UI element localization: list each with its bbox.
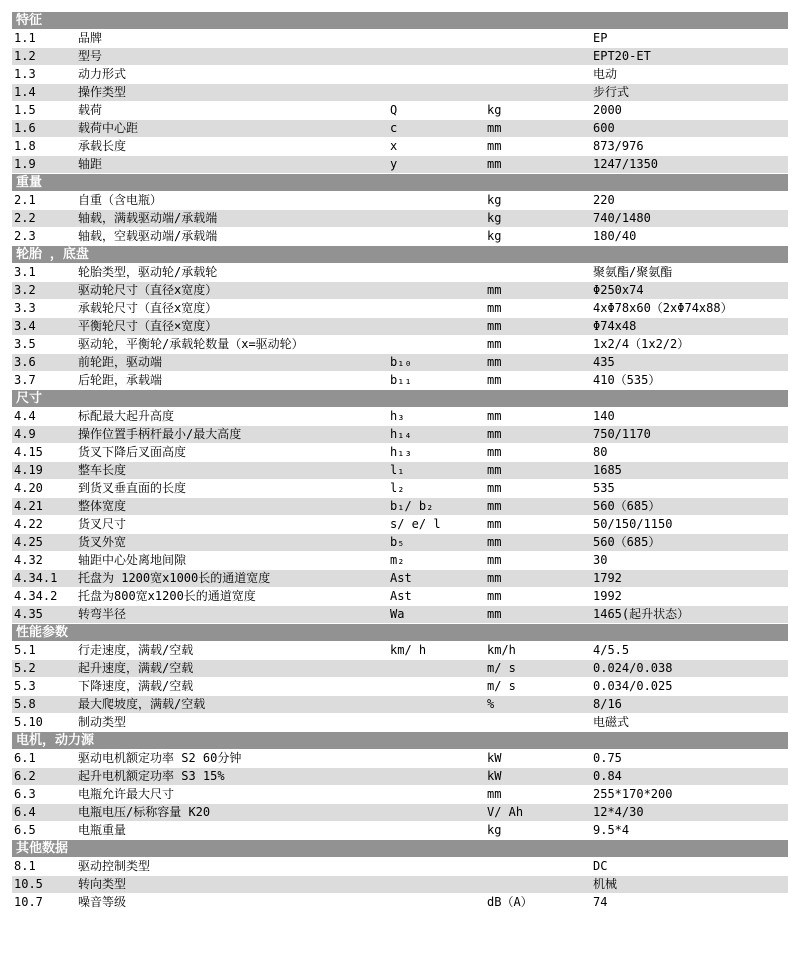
cell-label: 后轮距，承载端 [78,373,163,387]
cell-unit: mm [487,319,502,333]
cell-value: Φ74x48 [593,319,637,333]
cell-label: 动力形式 [78,67,127,81]
cell-label: 轴距 [78,157,103,171]
cell-unit: dB（A） [487,895,533,909]
cell-symbol: y [390,157,398,171]
cell-unit: mm [487,499,502,513]
cell-no: 1.4 [14,85,36,99]
table-row [12,570,788,588]
cell-label: 前轮距，驱动端 [78,355,163,369]
cell-no: 1.8 [14,139,36,153]
cell-no: 4.20 [14,481,43,495]
table-row [12,642,788,660]
table-row [12,516,788,534]
cell-symbol: h₁₄ [390,427,412,441]
cell-no: 8.1 [14,859,36,873]
table-row [12,264,788,282]
cell-value: Φ250x74 [593,283,644,297]
cell-unit: mm [487,607,502,621]
cell-label: 托盘为 1200宽x1000长的通道宽度 [78,571,271,585]
table-row [12,480,788,498]
cell-no: 4.34.1 [14,571,58,585]
cell-value: 50/150/1150 [593,517,673,531]
cell-value: EP [593,31,608,45]
cell-symbol: l₂ [390,481,405,495]
cell-value: 74 [593,895,608,909]
cell-value: 740/1480 [593,211,651,225]
cell-label: 电瓶电压/标称容量 K20 [78,805,211,819]
cell-no: 3.1 [14,265,36,279]
cell-symbol: Q [390,103,398,117]
cell-unit: mm [487,121,502,135]
cell-no: 1.5 [14,103,36,117]
cell-label: 电瓶重量 [78,823,127,837]
cell-unit: m/ s [487,661,516,675]
cell-label: 品牌 [78,31,103,45]
cell-label: 载荷 [78,103,103,117]
cell-no: 1.9 [14,157,36,171]
cell-value: 4xΦ78x60（2xΦ74x88） [593,301,733,315]
cell-value: EPT20-ET [593,49,651,63]
cell-value: 535 [593,481,615,495]
cell-label: 载荷中心距 [78,121,139,135]
table-row [12,84,788,102]
cell-no: 10.5 [14,877,43,891]
cell-symbol: s/ e/ l [390,517,441,531]
cell-no: 6.1 [14,751,36,765]
cell-symbol: km/ h [390,643,427,657]
cell-unit: kg [487,193,502,207]
table-row [12,462,788,480]
cell-unit: mm [487,481,502,495]
cell-value: 步行式 [593,85,630,99]
cell-label: 驱动轮尺寸（直径x宽度） [78,283,218,297]
cell-symbol: b₅ [390,535,405,549]
table-row [12,138,788,156]
cell-no: 6.5 [14,823,36,837]
cell-symbol: x [390,139,398,153]
cell-value: 1685 [593,463,622,477]
table-row [12,714,788,732]
cell-label: 下降速度，满载/空载 [78,679,194,693]
cell-label: 轮胎类型，驱动轮/承载轮 [78,265,218,279]
cell-unit: mm [487,463,502,477]
cell-value: 1247/1350 [593,157,659,171]
section-header: 轮胎 ，底盘 [12,246,788,264]
cell-unit: m/ s [487,679,516,693]
section-header: 重量 [12,174,788,192]
cell-label: 电瓶允许最大尺寸 [78,787,175,801]
cell-value: 聚氨酯/聚氨酯 [593,265,673,279]
table-row [12,606,788,624]
cell-label: 轴距中心处离地间隙 [78,553,187,567]
cell-unit: mm [487,445,502,459]
cell-no: 4.4 [14,409,36,423]
cell-label: 行走速度，满载/空载 [78,643,194,657]
cell-label: 操作位置手柄杆最小/最大高度 [78,427,242,441]
cell-value: 410（535） [593,373,661,387]
cell-no: 5.2 [14,661,36,675]
cell-symbol: Ast [390,589,412,603]
cell-no: 4.9 [14,427,36,441]
cell-label: 平衡轮尺寸（直径×宽度） [78,319,218,333]
cell-label: 起升电机额定功率 S3 15% [78,769,225,783]
cell-no: 4.21 [14,499,43,513]
cell-unit: mm [487,409,502,423]
cell-value: 80 [593,445,608,459]
cell-symbol: b₁/ b₂ [390,499,434,513]
cell-label: 货叉外宽 [78,535,127,549]
cell-symbol: b₁₀ [390,355,412,369]
section-header: 性能参数 [12,624,788,642]
table-row [12,102,788,120]
cell-no: 6.3 [14,787,36,801]
cell-value: DC [593,859,608,873]
cell-label: 自重（含电瓶） [78,193,163,207]
cell-value: 1792 [593,571,622,585]
cell-no: 6.2 [14,769,36,783]
cell-no: 5.8 [14,697,36,711]
cell-symbol: m₂ [390,553,405,567]
cell-value: 0.75 [593,751,622,765]
cell-no: 4.22 [14,517,43,531]
cell-label: 型号 [78,49,103,63]
cell-no: 2.3 [14,229,36,243]
cell-value: 255*170*200 [593,787,673,801]
cell-value: 1x2/4（1x2/2） [593,337,690,351]
cell-no: 10.7 [14,895,43,909]
cell-value: 电磁式 [593,715,630,729]
table-row [12,120,788,138]
cell-unit: mm [487,139,502,153]
cell-no: 3.6 [14,355,36,369]
cell-label: 货叉尺寸 [78,517,127,531]
cell-no: 1.2 [14,49,36,63]
section-header: 其他数据 [12,840,788,858]
cell-no: 4.32 [14,553,43,567]
cell-label: 轴载，满载驱动端/承载端 [78,211,218,225]
cell-value: 0.024/0.038 [593,661,673,675]
table-row [12,192,788,210]
cell-value: 435 [593,355,615,369]
cell-label: 托盘为800宽x1200长的通道宽度 [78,589,256,603]
cell-label: 操作类型 [78,85,127,99]
table-row [12,282,788,300]
cell-symbol: l₁ [390,463,405,477]
cell-no: 3.7 [14,373,36,387]
cell-label: 整车长度 [78,463,127,477]
table-row [12,822,788,840]
cell-unit: mm [487,517,502,531]
cell-unit: mm [487,283,502,297]
cell-value: 8/16 [593,697,622,711]
cell-no: 4.34.2 [14,589,58,603]
table-row [12,678,788,696]
cell-no: 1.1 [14,31,36,45]
cell-symbol: h₁₃ [390,445,412,459]
cell-unit: kg [487,103,502,117]
cell-no: 4.15 [14,445,43,459]
cell-value: 电动 [593,67,618,81]
cell-unit: mm [487,373,502,387]
table-row [12,534,788,552]
cell-label: 到货叉垂直面的长度 [78,481,187,495]
cell-label: 轴载，空载驱动端/承载端 [78,229,218,243]
table-row [12,318,788,336]
cell-value: 1992 [593,589,622,603]
table-row [12,894,788,912]
cell-symbol: b₁₁ [390,373,412,387]
table-row [12,300,788,318]
table-row [12,372,788,390]
table-row [12,588,788,606]
section-header: 电机，动力源 [12,732,788,750]
cell-label: 最大爬坡度，满载/空载 [78,697,206,711]
cell-unit: mm [487,571,502,585]
cell-no: 4.19 [14,463,43,477]
cell-label: 噪音等级 [78,895,127,909]
cell-no: 5.3 [14,679,36,693]
cell-label: 标配最大起升高度 [78,409,175,423]
cell-value: 1465(起升状态） [593,607,690,621]
table-row [12,48,788,66]
cell-value: 873/976 [593,139,644,153]
cell-no: 2.2 [14,211,36,225]
cell-unit: mm [487,301,502,315]
table-row [12,768,788,786]
cell-unit: V/ Ah [487,805,524,819]
cell-value: 560（685） [593,499,661,513]
table-row [12,876,788,894]
cell-unit: kW [487,769,502,783]
cell-symbol: c [390,121,398,135]
cell-value: 0.034/0.025 [593,679,673,693]
cell-unit: mm [487,337,502,351]
cell-no: 3.5 [14,337,36,351]
cell-label: 货叉下降后叉面高度 [78,445,187,459]
cell-no: 6.4 [14,805,36,819]
table-row [12,210,788,228]
cell-no: 2.1 [14,193,36,207]
cell-label: 整体宽度 [78,499,127,513]
cell-unit: kg [487,229,502,243]
cell-unit: mm [487,535,502,549]
cell-value: 机械 [593,877,618,891]
cell-symbol: h₃ [390,409,405,423]
table-row [12,786,788,804]
cell-unit: mm [487,355,502,369]
cell-label: 转向类型 [78,877,127,891]
cell-value: 4/5.5 [593,643,630,657]
table-row [12,336,788,354]
spec-table [12,12,788,912]
cell-no: 5.1 [14,643,36,657]
section-header: 尺寸 [12,390,788,408]
cell-value: 12*4/30 [593,805,644,819]
cell-value: 180/40 [593,229,637,243]
cell-no: 4.25 [14,535,43,549]
cell-unit: kg [487,211,502,225]
cell-label: 承载长度 [78,139,127,153]
table-row [12,804,788,822]
cell-unit: kW [487,751,502,765]
cell-unit: mm [487,589,502,603]
cell-no: 4.35 [14,607,43,621]
cell-value: 220 [593,193,615,207]
cell-unit: mm [487,157,502,171]
cell-no: 1.3 [14,67,36,81]
table-row [12,498,788,516]
table-row [12,750,788,768]
cell-value: 30 [593,553,608,567]
cell-value: 600 [593,121,615,135]
cell-label: 驱动控制类型 [78,859,151,873]
cell-no: 3.3 [14,301,36,315]
cell-value: 560（685） [593,535,661,549]
table-row [12,444,788,462]
table-row [12,30,788,48]
table-row [12,228,788,246]
cell-no: 5.10 [14,715,43,729]
cell-value: 750/1170 [593,427,651,441]
cell-unit: km/h [487,643,516,657]
cell-label: 驱动电机额定功率 S2 60分钟 [78,751,242,765]
cell-value: 2000 [593,103,622,117]
table-row [12,66,788,84]
cell-label: 承载轮尺寸（直径x宽度） [78,301,218,315]
cell-value: 9.5*4 [593,823,630,837]
table-row [12,426,788,444]
cell-label: 制动类型 [78,715,127,729]
cell-unit: mm [487,427,502,441]
cell-label: 驱动轮，平衡轮/承载轮数量（x=驱动轮） [78,337,304,351]
section-header: 特征 [12,12,788,30]
cell-value: 140 [593,409,615,423]
table-row [12,552,788,570]
cell-no: 3.4 [14,319,36,333]
table-row [12,660,788,678]
table-row [12,696,788,714]
table-row [12,354,788,372]
table-row [12,156,788,174]
cell-label: 起升速度，满载/空载 [78,661,194,675]
table-row [12,408,788,426]
cell-unit: mm [487,553,502,567]
cell-symbol: Ast [390,571,412,585]
cell-unit: kg [487,823,502,837]
table-row [12,858,788,876]
cell-unit: % [487,697,495,711]
cell-symbol: Wa [390,607,405,621]
cell-no: 1.6 [14,121,36,135]
cell-no: 3.2 [14,283,36,297]
cell-label: 转弯半径 [78,607,127,621]
cell-unit: mm [487,787,502,801]
cell-value: 0.84 [593,769,622,783]
